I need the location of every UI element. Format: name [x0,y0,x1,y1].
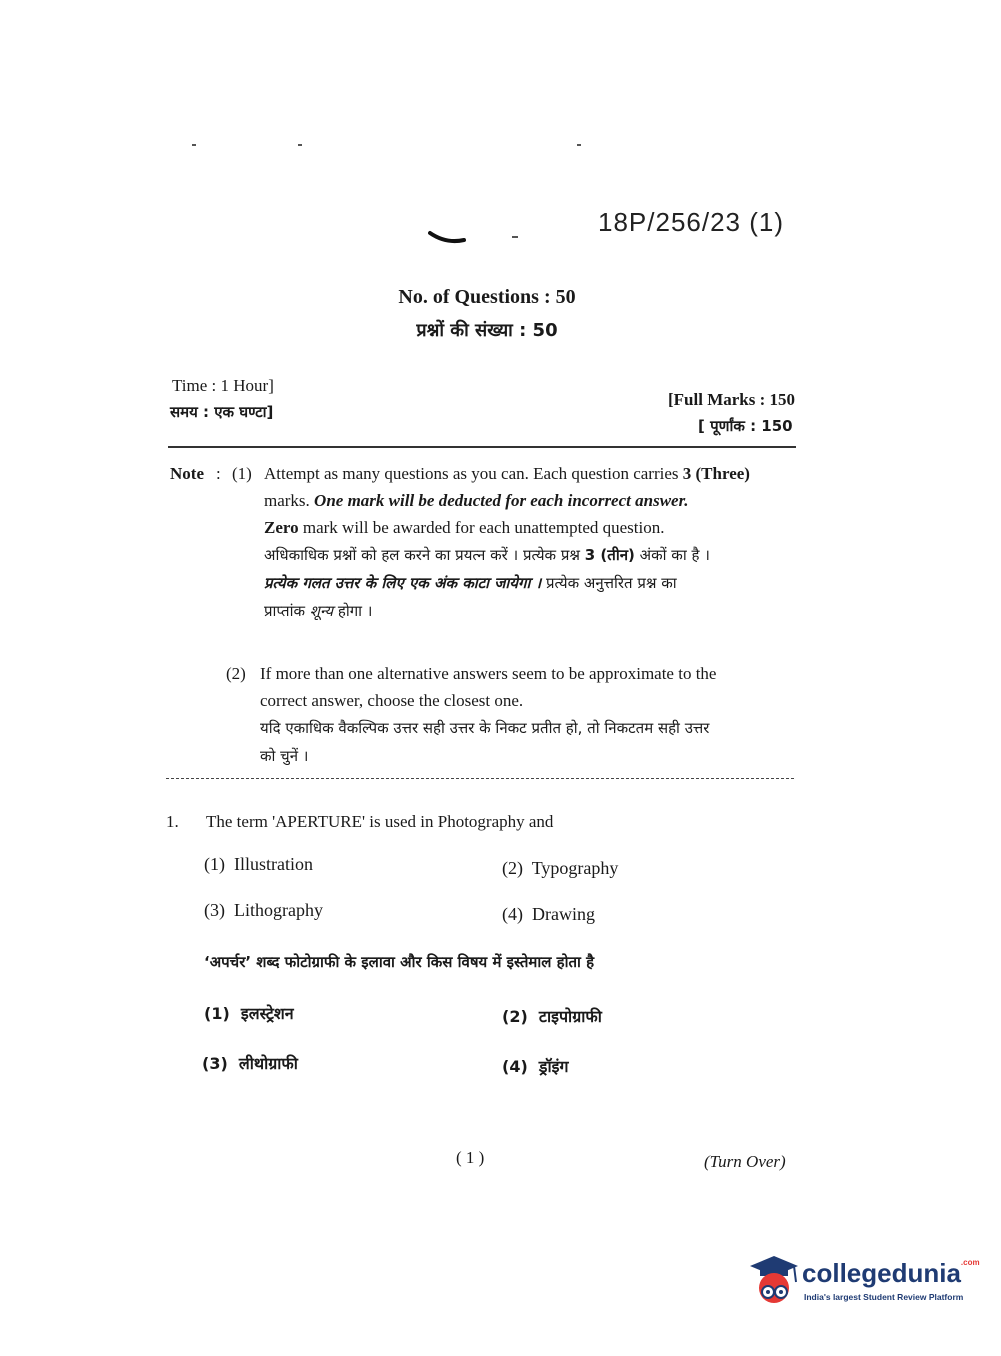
page-number: ( 1 ) [456,1148,485,1167]
notes-divider [166,778,794,779]
note-label: Note [170,464,204,483]
note-1-hi-line3: प्राप्तांक शून्य होगा । [264,602,373,620]
paper-code: 18P/256/23 (1) [598,207,785,237]
note-2-hi-line1: यदि एकाधिक वैकल्पिक उत्तर सही उत्तर के निकट प्रतीत हो, तो निकटतम सही उत्तर [260,719,710,737]
time-en: Time : 1 Hour] [172,376,274,395]
question-1-text-hi: ‘अपर्चर’ शब्द फोटोग्राफी के इलावा और किस विषय में इस्तेमाल होता है [204,953,595,971]
q1-option-en-2: (2) Typography [502,858,619,878]
q1-option-hi-3: (3) लीथोग्राफी [202,1054,298,1073]
note-1-hi-line2: प्रत्येक गलत उत्तर के लिए एक अंक काटा जायेगा । प्रत्येक अनुत्तरित प्रश्न का [264,574,677,592]
turn-over: (Turn Over) [704,1152,786,1171]
scan-speck [512,236,518,238]
questions-count-en: No. of Questions : 50 [398,286,576,308]
note-2-hi-line2: को चुनें । [260,747,309,765]
q1-option-en-4: (4) Drawing [502,904,595,924]
header-divider [168,446,796,448]
full-marks-hi: [ पूर्णांक : 150 [698,417,793,435]
note-1-en-line3: Zero mark will be awarded for each unattempted question. [264,518,665,537]
scan-speck [298,144,302,146]
scan-speck [192,144,196,146]
brand-tagline: India's largest Student Review Platform [804,1292,964,1302]
q1-option-hi-4: (4) ड्रॉइंग [502,1057,569,1076]
collegedunia-watermark [744,1252,980,1312]
scan-mark [428,228,468,246]
note-2-en-line1: If more than one alternative answers seem to be approximate to the [260,664,717,683]
question-1-number: 1. [166,812,179,831]
note-colon: : [216,464,221,483]
note-1 [264,460,799,625]
note-2-en-line2: correct answer, choose the closest one. [260,691,524,710]
note-2-number: (2) [226,664,246,683]
q1-option-hi-2: (2) टाइपोग्राफी [502,1007,602,1026]
questions-count-hi: प्रश्नों की संख्या : 50 [416,320,558,341]
note-2 [260,660,800,770]
scan-speck [577,144,581,146]
note-1-hi-line1: अधिकाधिक प्रश्नों को हल करने का प्रयत्न करें । प्रत्येक प्रश्न 3 (तीन) अंकों का है । [264,546,710,564]
q1-option-en-1: (1) Illustration [204,854,313,874]
time-hi: समय : एक घण्टा] [170,403,274,421]
brand-name: collegedunia$^{.com}$ [802,1258,980,1288]
graduate-mascot-icon [744,1252,800,1310]
q1-option-hi-1: (1) इलस्ट्रेशन [204,1004,294,1023]
question-1-text-en: The term 'APERTURE' is used in Photography and [206,812,554,831]
q1-option-en-3: (3) Lithography [204,900,323,920]
full-marks-en: [Full Marks : 150 [668,390,796,409]
note-1-number: (1) [232,464,252,483]
note-1-en-line2: marks. One mark will be deducted for each incorrect answer. [264,491,689,510]
note-1-en-line1: Attempt as many questions as you can. Each question carries 3 (Three) [264,464,750,483]
